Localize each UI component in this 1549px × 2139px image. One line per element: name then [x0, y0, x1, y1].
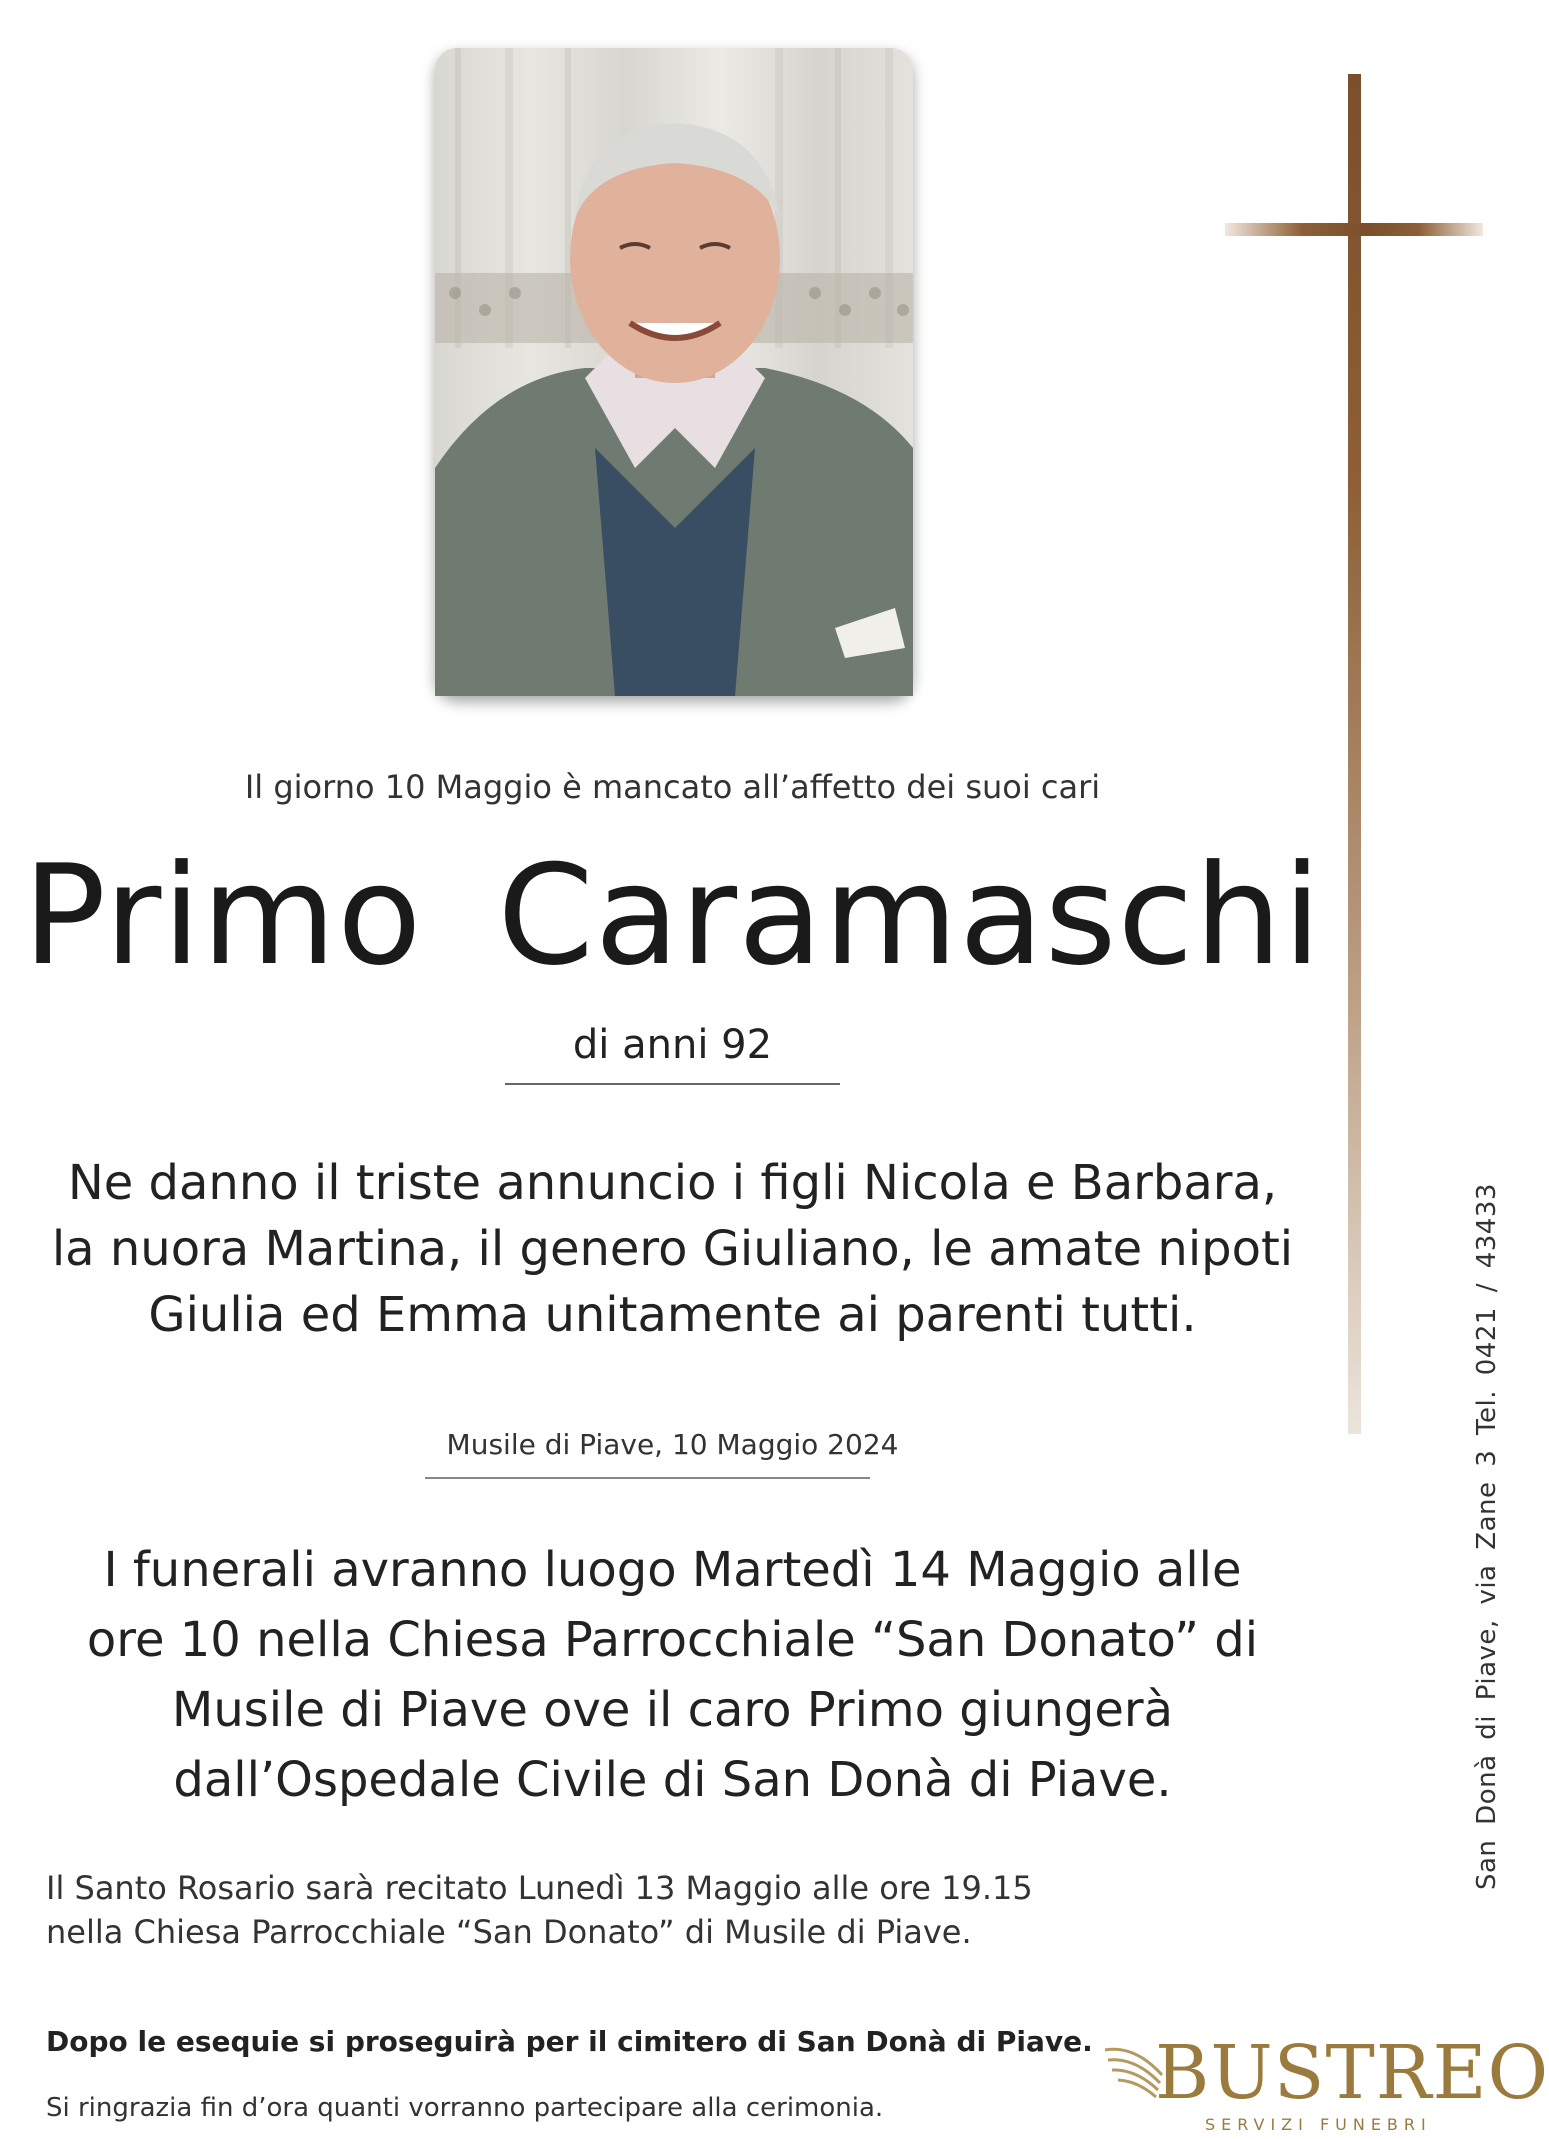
announcement-line: Ne danno il triste annuncio i figli Nicola e Barbara,	[67, 1155, 1278, 1211]
cross-arm	[1225, 223, 1483, 236]
portrait-photo	[435, 48, 913, 696]
agency-logo-name: BUSTREO	[1155, 2030, 1549, 2116]
agency-contact: San Donà di Piave, via Zane 3 Tel. 0421 / 43433	[1472, 1183, 1502, 1890]
agency-logo-subtitle: SERVIZI FUNEBRI	[1205, 2115, 1432, 2134]
funeral-line: Musile di Piave ove il caro Primo giungerà	[171, 1682, 1174, 1738]
burial-text: Dopo le esequie si proseguirà per il cimitero di San Donà di Piave.	[46, 2025, 1093, 2058]
rosary-details	[46, 1866, 1246, 1954]
divider	[505, 1083, 840, 1085]
age-text: di anni 92	[572, 1022, 773, 1068]
announcement	[40, 1150, 1305, 1348]
dateline: Musile di Piave, 10 Maggio 2024	[446, 1428, 899, 1461]
funeral-line: dall’Ospedale Civile di San Donà di Piave.	[173, 1752, 1172, 1808]
rosary-line: Il Santo Rosario sarà recitato Lunedì 13 Maggio alle ore 19.15	[46, 1869, 1033, 1907]
funeral-line: ore 10 nella Chiesa Parrocchiale “San Donato” di	[86, 1612, 1259, 1668]
thanks-text: Si ringrazia fin d’ora quanti vorranno partecipare alla cerimonia.	[46, 2093, 884, 2123]
announcement-line: la nuora Martina, il genero Giuliano, le amate nipoti	[51, 1221, 1294, 1277]
divider	[425, 1477, 870, 1479]
rosary-line: nella Chiesa Parrocchiale “San Donato” di Musile di Piave.	[46, 1913, 972, 1951]
cross-icon	[1348, 74, 1361, 1434]
funeral-details	[30, 1535, 1315, 1815]
funeral-line: I funerali avranno luogo Martedì 14 Maggio alle	[103, 1542, 1242, 1598]
announcement-line: Giulia ed Emma unitamente ai parenti tutti.	[148, 1287, 1197, 1343]
deceased-name: Primo Caramaschi	[22, 835, 1323, 996]
intro-text: Il giorno 10 Maggio è mancato all’affetto dei suoi cari	[244, 768, 1101, 806]
